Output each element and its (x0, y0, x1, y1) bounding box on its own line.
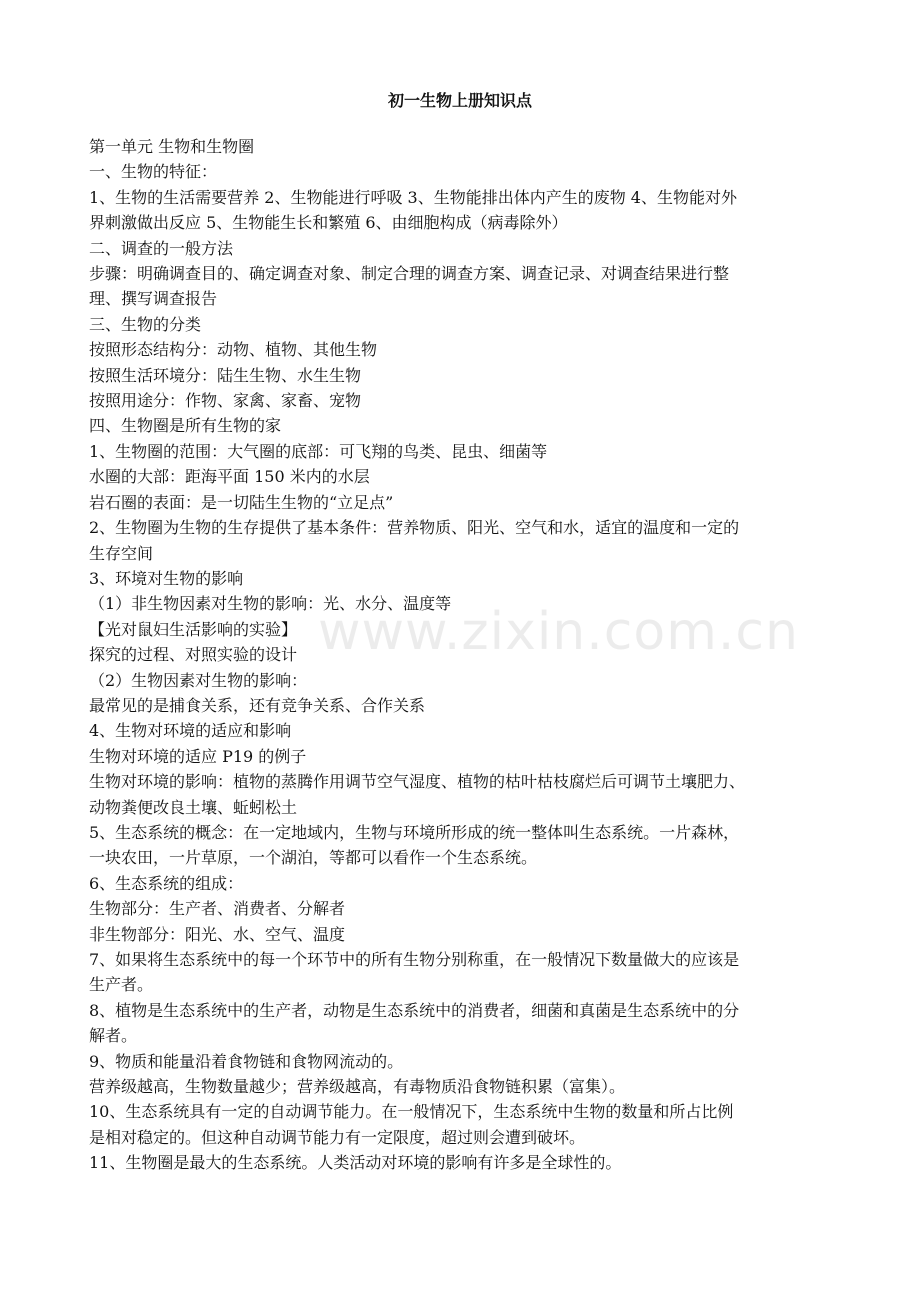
text-line: 生物对环境的影响：植物的蒸腾作用调节空气湿度、植物的枯叶枯枝腐烂后可调节土壤肥力、 (89, 772, 746, 792)
text-line: 11、生物圈是最大的生态系统。人类活动对环境的影响有许多是全球性的。 (89, 1153, 622, 1173)
text-line: 理、撰写调查报告 (89, 289, 218, 309)
document-title: 初一生物上册知识点 (387, 91, 532, 110)
text-line: 1、生物圈的范围：大气圈的底部：可飞翔的鸟类、昆虫、细菌等 (89, 441, 548, 461)
text-line: 一块农田，一片草原，一个湖泊，等都可以看作一个生态系统。 (89, 848, 538, 868)
text-line: 1、生物的生活需要营养 2、生物能进行呼吸 3、生物能排出体内产生的废物 4、生物能对外 (89, 187, 737, 207)
text-line: 6、生态系统的组成： (89, 873, 244, 893)
text-line: 4、生物对环境的适应和影响 (89, 721, 292, 741)
text-line: 三、生物的分类 (89, 314, 202, 334)
text-line: 生物部分：生产者、消费者、分解者 (89, 899, 346, 919)
text-line: 营养级越高，生物数量越少；营养级越高，有毒物质沿食物链积累（富集）。 (89, 1077, 626, 1097)
text-line: 非生物部分：阳光、水、空气、温度 (89, 924, 346, 944)
text-line: （1）非生物因素对生物的影响：光、水分、温度等 (89, 594, 452, 614)
text-line: 5、生态系统的概念：在一定地域内，生物与环境所形成的统一整体叫生态系统。一片森林， (89, 822, 740, 842)
text-line: 探究的过程、对照实验的设计 (89, 645, 298, 665)
text-line: 生存空间 (89, 543, 154, 563)
text-line: 是相对稳定的。但这种自动调节能力有一定限度，超过则会遭到破坏。 (89, 1127, 586, 1147)
text-line: 10、生态系统具有一定的自动调节能力。在一般情况下，生态系统中生物的数量和所占比例 (89, 1102, 734, 1122)
text-line: 二、调查的一般方法 (89, 238, 234, 258)
text-line: 步骤：明确调查目的、确定调查对象、制定合理的调查方案、调查记录、对调查结果进行整 (89, 264, 730, 284)
text-line: 按照生活环境分：陆生生物、水生生物 (89, 365, 362, 385)
text-line: 生物对环境的适应 P19 的例子 (89, 746, 307, 766)
text-line: 生产者。 (89, 975, 154, 995)
text-line: 岩石圈的表面：是一切陆生生物的“立足点” (89, 492, 394, 512)
text-line: 界刺激做出反应 5、生物能生长和繁殖 6、由细胞构成（病毒除外） (89, 213, 568, 233)
text-line: 最常见的是捕食关系，还有竞争关系、合作关系 (89, 695, 426, 715)
text-line: 9、物质和能量沿着食物链和食物网流动的。 (89, 1051, 404, 1071)
text-line: 四、生物圈是所有生物的家 (89, 416, 282, 436)
text-line: 按照用途分：作物、家禽、家畜、宠物 (89, 391, 362, 411)
text-line: （2）生物因素对生物的影响： (89, 670, 308, 690)
text-line: 7、如果将生态系统中的每一个环节中的所有生物分别称重，在一般情况下数量做大的应该是 (89, 950, 740, 969)
text-line: 【光对鼠妇生活影响的实验】 (89, 619, 298, 639)
text-line: 按照形态结构分：动物、植物、其他生物 (89, 340, 378, 360)
text-line: 解者。 (89, 1026, 138, 1046)
text-line: 一、生物的特征： (89, 162, 218, 182)
document-body (89, 134, 835, 1176)
text-line: 2、生物圈为生物的生存提供了基本条件：营养物质、阳光、空气和水，适宜的温度和一定的 (89, 518, 740, 538)
text-line: 水圈的大部：距海平面 150 米内的水层 (89, 467, 370, 487)
watermark: www.zixin.com.cn (318, 602, 799, 662)
text-line: 3、环境对生物的影响 (89, 568, 244, 588)
text-line: 8、植物是生态系统中的生产者，动物是生态系统中的消费者，细菌和真菌是生态系统中的分 (89, 1000, 740, 1020)
text-line: 动物粪便改良土壤、蚯蚓松土 (89, 797, 298, 817)
text-line: 第一单元 生物和生物圈 (89, 137, 255, 156)
